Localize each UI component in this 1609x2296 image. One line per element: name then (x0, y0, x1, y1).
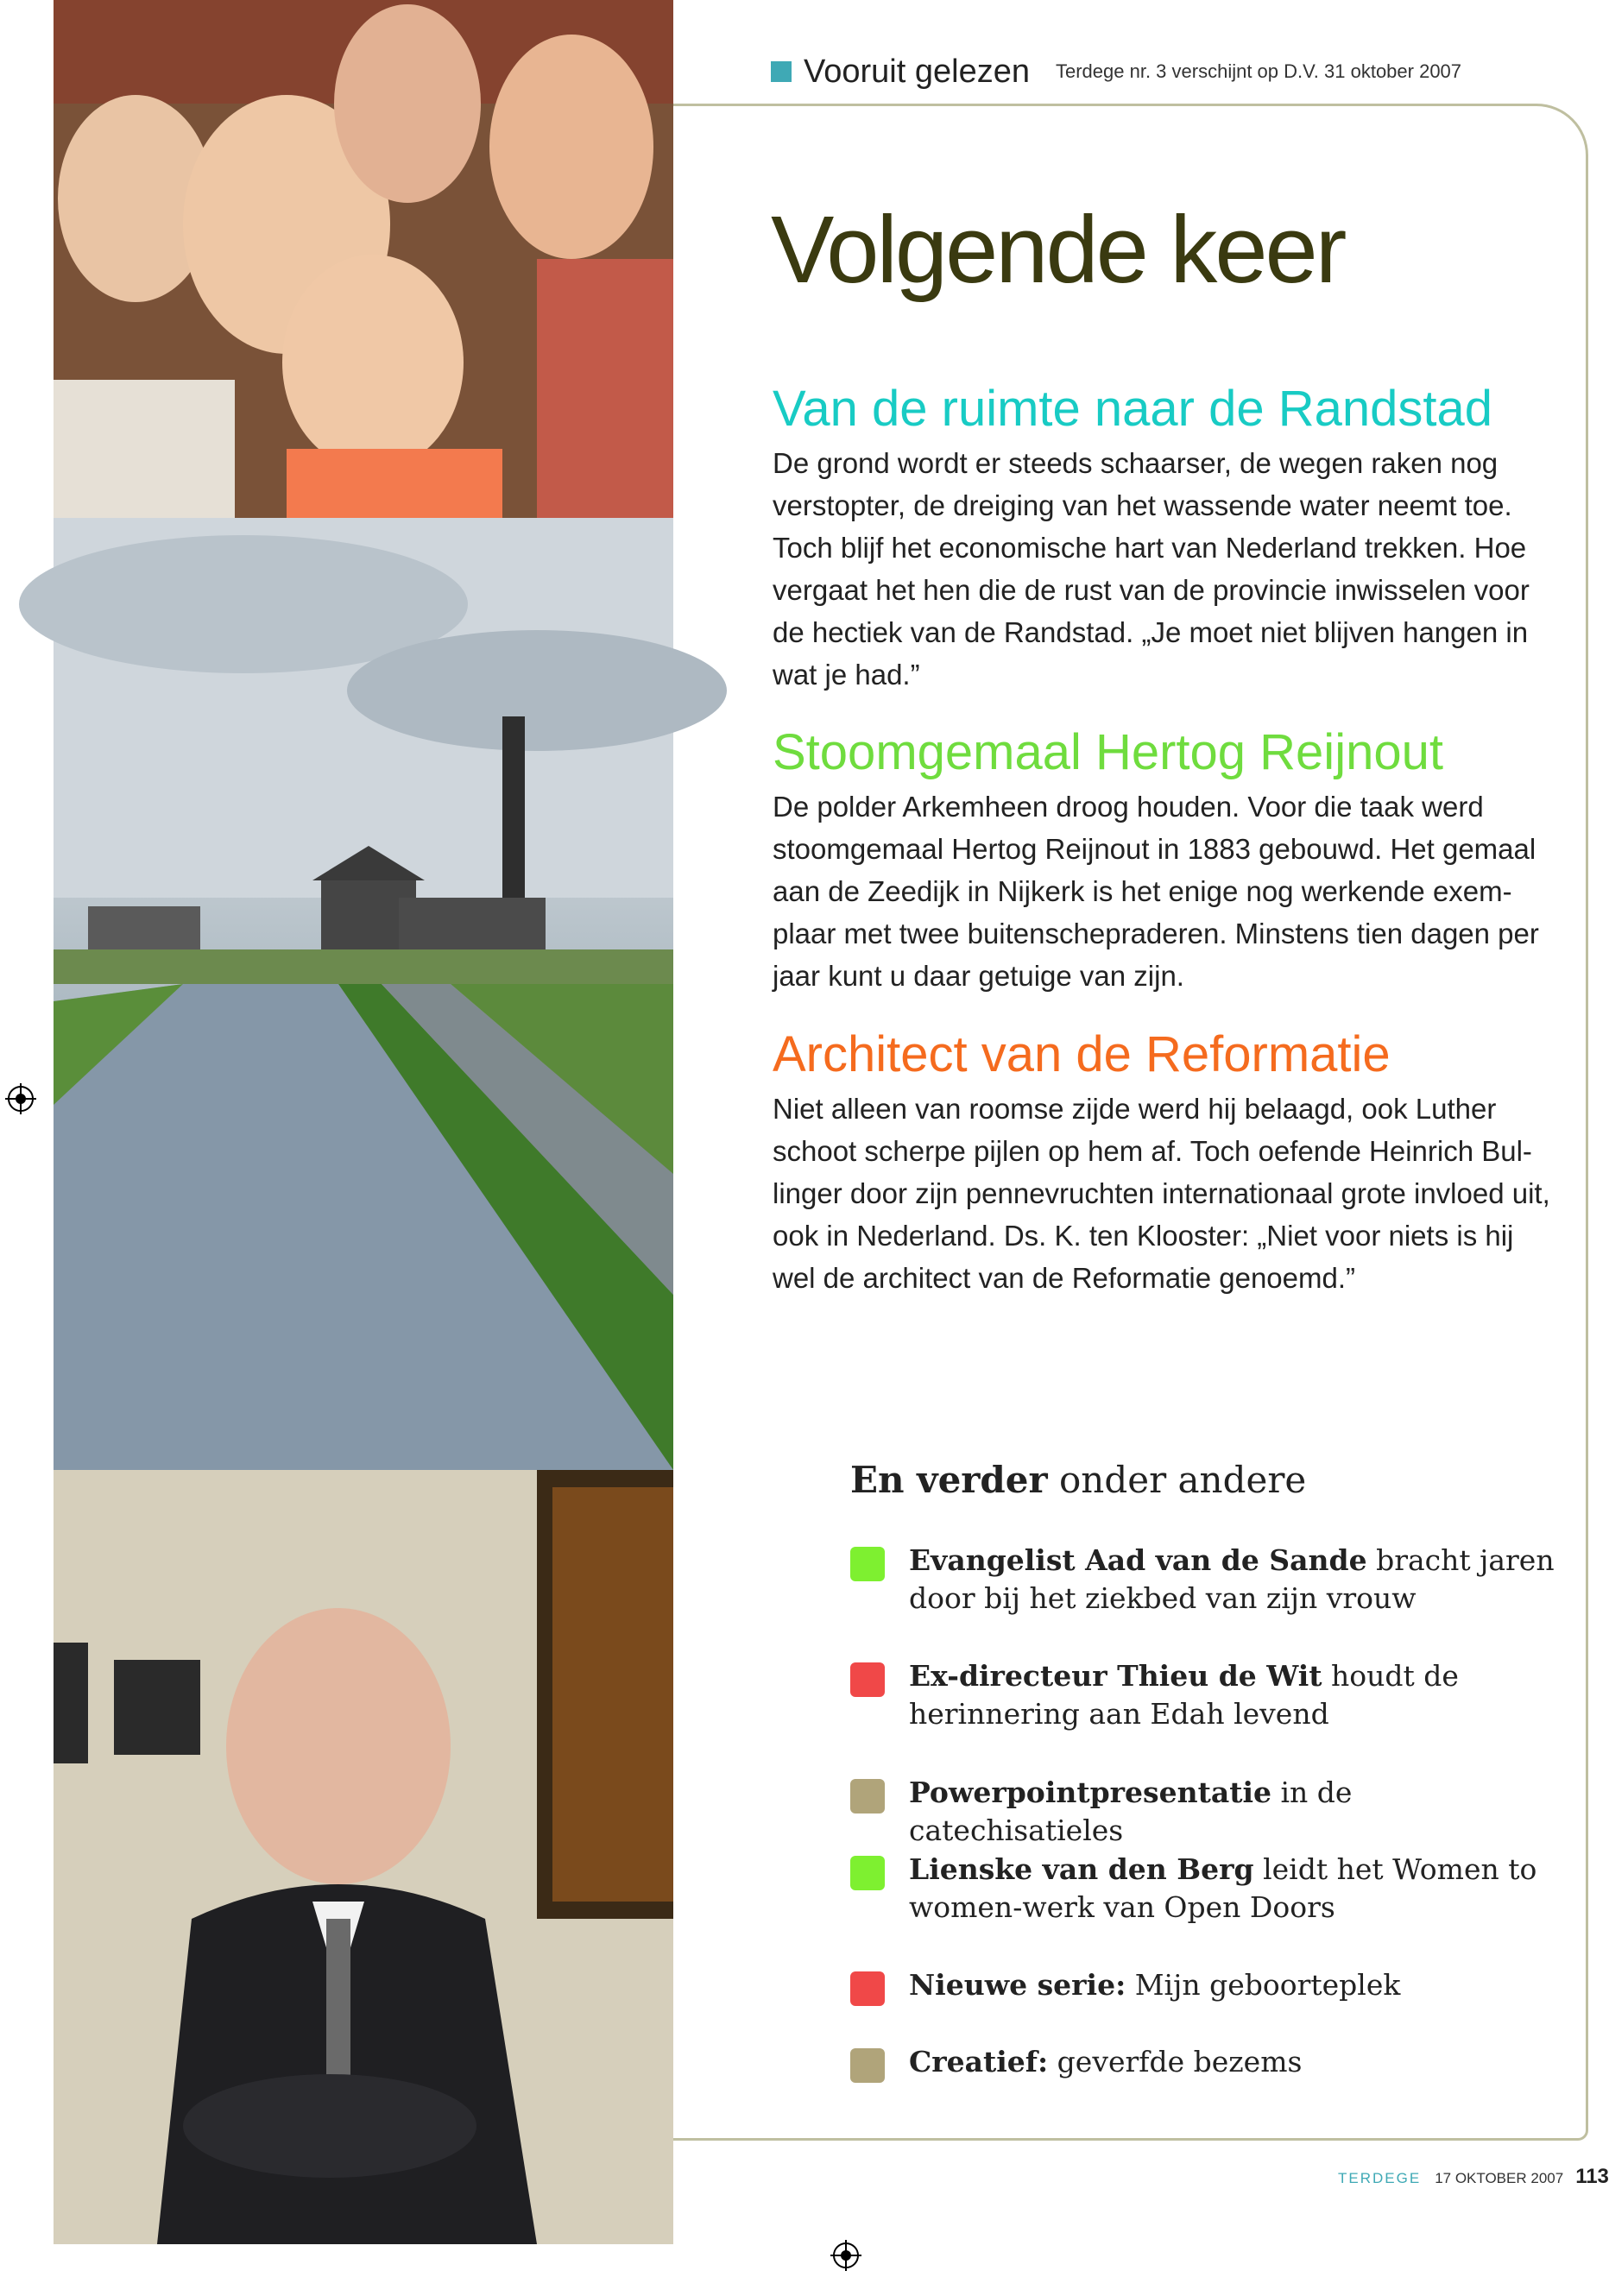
page-number: 113 (1575, 2165, 1609, 2188)
article-randstad (773, 380, 1554, 696)
bullet-square-icon (850, 1662, 885, 1697)
magazine-name: TERDEGE (1338, 2170, 1422, 2186)
section-square-icon (771, 61, 792, 82)
article-heading: Architect van de Reformatie (773, 1026, 1391, 1082)
article-heading: Van de ruimte naar de Randstad (773, 381, 1493, 437)
section-header (771, 50, 1461, 93)
bullet-square-icon (850, 1547, 885, 1581)
article-body: De grond wordt er steeds schaarser, de wegen raken nog verstopter, de dreiging van het wassende water neemt toe. Toch blijf het economische hart van Nederland trekken. Hoe vergaat het hen die de rust van de provincie inwisselen voor de hectiek van de Randstad. „Je moet niet blijven hangen in wat je had.” (773, 447, 1530, 691)
bullet-square-icon (850, 1856, 885, 1890)
issue-date: 17 OKTOBER 2007 (1435, 2170, 1564, 2186)
article-stoomgemaal (773, 723, 1554, 997)
portrait-photo (54, 1470, 673, 2244)
page-footer (1338, 2165, 1609, 2189)
page-title: Volgende keer (771, 197, 1345, 303)
polder-steam-pump-photo (54, 518, 673, 1470)
bullet-square-icon (850, 2048, 885, 2083)
family-photo (54, 0, 673, 518)
registration-mark-icon (830, 2240, 861, 2271)
article-heading: Stoomgemaal Hertog Reijnout (773, 724, 1443, 780)
article-body: Niet alleen van roomse zijde werd hij belaagd, ook Luther schoot scherpe pijlen op hem af. Toch oefende Heinrich Bul-linger door zijn pennevruchten internationaal grote invloed uit, ook in Nederland. Ds. K. ten Klooster: „Niet voor niets is hij wel de architect van de Reformatie genoemd.” (773, 1093, 1550, 1294)
issue-note: Terdege nr. 3 verschijnt op D.V. 31 oktober 2007 (1055, 60, 1462, 82)
section-label: Vooruit gelezen (804, 53, 1030, 90)
article-body: De polder Arkemheen droog houden. Voor die taak werd stoomgemaal Hertog Reijnout in 1883 gebouwd. Het gemaal aan de Zeedijk in Nijkerk is het enige nog werkende exem-plaar met twee buitenschepraderen. Minstens tien dagen per jaar kunt u daar getuige van zijn. (773, 791, 1539, 992)
registration-mark-icon (5, 1083, 36, 1114)
further-list: En verder onder andere Evangelist Aad van de Sande bracht jaren door bij het ziekbed van zijn vrouw Ex-directeur Thieu de Wit houdt de herinnering aan Edah levend Powerpointpresentatie in de catechisatieles Lienske van den Berg leidt het Women to women-werk van Open Doors Nieuwe serie: Mijn geboorteplek Creatief: geverfde bezems (850, 1459, 1558, 1501)
bullet-square-icon (850, 1779, 885, 1813)
article-reformatie (773, 1025, 1554, 1299)
bullet-square-icon (850, 1971, 885, 2006)
further-heading: En verder onder andere (850, 1459, 1307, 1501)
